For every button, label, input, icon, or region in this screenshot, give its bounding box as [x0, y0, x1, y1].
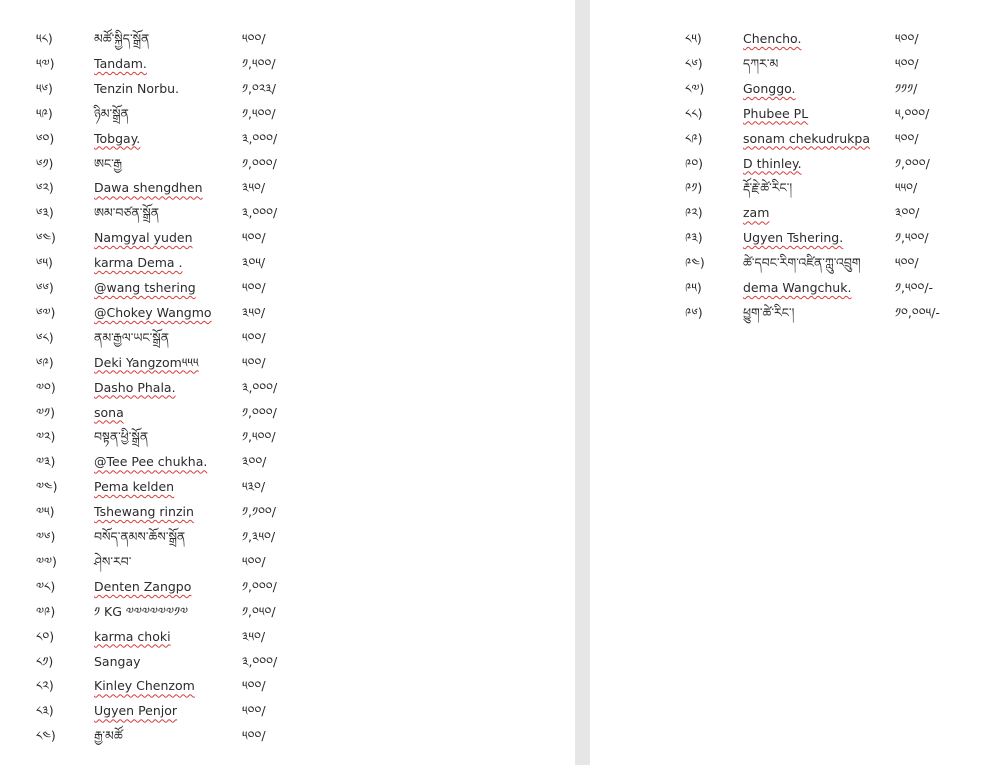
list-item [685, 175, 985, 200]
entry-number: ༨༩) [685, 130, 703, 146]
entry-amount: ༥༠༠/ [242, 31, 266, 46]
entry-amount: ༥༠༠/ [242, 280, 266, 295]
entry-amount: ༡,༥༠༠/ [895, 230, 929, 246]
entry-name: karma Dema . [94, 255, 183, 271]
entry-name: ཨམ་བཙན་སྒྲོན [94, 205, 160, 221]
entry-number: ༦༣) [36, 205, 54, 221]
list-item [685, 51, 985, 76]
entry-name: ཤེས་རབ་ [94, 553, 132, 569]
entry-number: ༩༦) [685, 304, 703, 320]
entry-name: མཚོ་སྐྱིད་སྒྲོན [94, 31, 150, 46]
entry-number: ༦༧) [36, 304, 56, 320]
entry-number: ༧༦) [36, 529, 56, 544]
entry-number: ༦༥) [36, 255, 53, 271]
entry-number: ༧༤) [36, 479, 58, 495]
entry-amount: ༡༡༡/ [895, 80, 918, 96]
entry-number: ༦༡) [36, 155, 54, 171]
list-item [685, 76, 985, 101]
list-item [685, 101, 985, 126]
entry-amount: ༥༠༠/ [242, 329, 266, 345]
entry-amount: ༡༠,༠༠༥/- [895, 304, 940, 320]
list-item [36, 350, 556, 375]
list-item [36, 101, 556, 126]
list-item [36, 723, 556, 748]
entry-name: sonam chekudrukpa [743, 130, 870, 146]
entry-number: ༦༩) [36, 354, 54, 370]
entry-number: ༧༩) [36, 603, 56, 619]
entry-amount: ༣,༠༠༠/ [242, 653, 278, 669]
entry-amount: ༣༠༠/ [895, 205, 920, 221]
entry-number: ༦༨) [36, 329, 54, 345]
entry-name: Pema kelden [94, 479, 175, 495]
list-item [36, 524, 556, 549]
entry-number: ༥༨) [36, 31, 53, 46]
list-item [36, 624, 556, 649]
entry-number: ༨༠) [36, 628, 55, 644]
list-item [36, 574, 556, 599]
entry-number: ༦༢) [36, 180, 54, 196]
entry-number: ༨༡) [36, 653, 54, 669]
entry-name: རྒྱ་མཚོ [94, 728, 123, 744]
list-item [36, 375, 556, 400]
entry-number: ༥༧) [36, 55, 55, 71]
entry-name: Dawa shengdhen [94, 180, 203, 196]
entry-name: zam [743, 205, 770, 221]
entry-amount: ༡,༥༠༠/ [242, 429, 276, 445]
entry-amount: ༥༠༠/ [895, 31, 919, 46]
entry-amount: ༥༠༠/ [895, 255, 919, 271]
entry-name: sona [94, 404, 124, 420]
entry-number: ༦༦) [36, 280, 54, 295]
entry-number: ༩༠) [685, 155, 704, 171]
list-item [685, 151, 985, 176]
entry-name: Denten Zangpo [94, 578, 192, 594]
entry-name: Kinley Chenzom [94, 678, 195, 694]
entry-amount: ༡,༠༥༠/ [242, 603, 276, 619]
entry-name: karma choki [94, 628, 171, 644]
list-item [685, 300, 985, 325]
entry-name: D thinley. [743, 155, 802, 171]
entry-name: ཉིམ་སྒྲོན [94, 105, 129, 121]
entry-amount: ༣,༠༠༠/ [242, 130, 278, 146]
entry-amount: ༥,༠༠༠/ [895, 105, 930, 121]
entry-number: ༧༡) [36, 404, 55, 420]
list-item [36, 275, 556, 300]
list-item [36, 649, 556, 674]
entry-amount: ༥༥༠/ [895, 180, 918, 196]
entry-name: Gonggo. [743, 80, 796, 96]
entry-name: རྡོ་རྗེ་ཚེ་རིང་། [743, 180, 793, 196]
entry-amount: ༡,༥༠༠/- [895, 280, 934, 295]
entry-number: ༨༦) [685, 55, 703, 71]
list-item [36, 300, 556, 325]
entry-amount: ༥༠༠/ [895, 55, 919, 71]
entry-name: ཕྱུག་ཚེ་རིང་། [743, 304, 795, 320]
entry-number: ༨༢) [36, 678, 54, 694]
entry-amount: ༥༠༠/ [242, 553, 266, 569]
list-item [36, 126, 556, 151]
list-item [36, 400, 556, 425]
list-item [685, 225, 985, 250]
entry-name: བསོད་ནམས་ཆོས་སྒྲོན [94, 529, 186, 544]
entry-name: ཨང་རྒྱ [94, 155, 123, 171]
entry-number: ༩༤) [685, 255, 705, 271]
entry-amount: ༣༥༠/ [242, 180, 266, 196]
entry-name: Chencho. [743, 31, 802, 46]
list-item [36, 474, 556, 499]
list-item [36, 51, 556, 76]
entry-amount: ༣༥༠/ [242, 628, 266, 644]
list-item [36, 200, 556, 225]
entry-name: @Chokey Wangmo [94, 304, 212, 320]
entry-name: @Tee Pee chukha. [94, 454, 208, 470]
entry-amount: ༣༠༠/ [242, 454, 267, 470]
entry-name: Deki Yangzom༥༥༥ [94, 354, 199, 370]
entry-number: ༧༣) [36, 454, 56, 470]
entry-amount: ༣༠༥/ [242, 255, 266, 271]
list-item [36, 325, 556, 350]
entry-name: Dasho Phala. [94, 379, 176, 395]
entry-name: Phubee PL [743, 105, 809, 121]
entry-amount: ༡,༠༠༠/ [895, 155, 930, 171]
entry-name: @wang tshering [94, 280, 196, 295]
list-item [685, 126, 985, 151]
entry-name: Tenzin Norbu. [94, 80, 180, 96]
entry-name: Tshewang rinzin [94, 504, 194, 520]
list-item [36, 698, 556, 723]
entry-amount: ༥༠༠/ [242, 678, 266, 694]
entry-name: Namgyal yuden [94, 230, 193, 246]
entry-number: ༧༨) [36, 578, 56, 594]
list-item [36, 424, 556, 449]
list-item [36, 549, 556, 574]
entry-number: ༧༠) [36, 379, 56, 395]
entry-amount: ༥༠༠/ [895, 130, 919, 146]
list-item [36, 599, 556, 624]
entry-number: ༨༣) [36, 703, 54, 719]
entry-number: ༩༢) [685, 205, 703, 221]
entry-number: ༧༥) [36, 504, 55, 520]
entry-amount: ༥༠༠/ [242, 703, 266, 719]
list-item [36, 151, 556, 176]
list-item [685, 200, 985, 225]
entry-amount: ༡,༡༠༠/ [242, 504, 277, 520]
entry-amount: ༡,༥༠༠/ [242, 105, 276, 121]
entry-number: ༦༠) [36, 130, 55, 146]
entry-name: བསྟན་ཕྱི་སྒྲོན [94, 429, 149, 445]
entry-number: ༥༦) [36, 80, 53, 96]
entry-name: Ugyen Tshering. [743, 230, 844, 246]
entry-amount: ༡,༠༢༣/ [242, 80, 277, 96]
entry-number: ༧༧) [36, 553, 57, 569]
document-page-right [590, 0, 999, 765]
list-item [36, 250, 556, 275]
entry-number: ༩༥) [685, 280, 702, 295]
entry-number: ༨༧) [685, 80, 705, 96]
entry-amount: ༥༠༠/ [242, 728, 266, 744]
list-item [685, 250, 985, 275]
entry-name: ༡ KG ༧༧༧༧༧༧༡༧ [94, 603, 189, 619]
entry-amount: ༡,༠༠༠/ [242, 155, 277, 171]
entry-amount: ༡,༣༥༠/ [242, 529, 276, 544]
entry-number: ༩༣) [685, 230, 703, 246]
entry-number: ༧༢) [36, 429, 56, 445]
entry-amount: ༡,༠༠༠/ [242, 404, 277, 420]
entry-name: dema Wangchuk. [743, 280, 852, 295]
list-item [36, 175, 556, 200]
entry-name: Tobgay. [94, 130, 141, 146]
entry-amount: ༥༠༠/ [242, 354, 266, 370]
entry-number: ༦༤) [36, 230, 56, 246]
list-item [36, 76, 556, 101]
entry-name: Tandam. [94, 55, 147, 71]
list-item [36, 225, 556, 250]
entry-name: ཚེ་དབང་རིག་འཛིན་ཀླུ་འབྲུག [743, 255, 861, 271]
entry-amount: ༡,༥༠༠/ [242, 55, 276, 71]
entry-amount: ༣,༠༠༠/ [242, 205, 278, 221]
list-item [685, 26, 985, 51]
entry-amount: ༥༠༠/ [242, 230, 266, 246]
entry-amount: ༡,༠༠༠/ [242, 578, 277, 594]
entry-amount: ༣,༠༠༠/ [242, 379, 278, 395]
entry-name: Ugyen Penjor [94, 703, 178, 719]
list-item [685, 275, 985, 300]
entry-number: ༥༩) [36, 105, 53, 121]
entry-amount: ༣༥༠/ [242, 304, 266, 320]
entry-number: ༨༥) [685, 31, 702, 46]
list-item [36, 26, 556, 51]
list-item [36, 449, 556, 474]
entry-name: ནམ་རྒྱལ་ཡང་སྒྲོན [94, 329, 170, 345]
entry-number: ༨༨) [685, 105, 703, 121]
entry-amount: ༥༣༠/ [242, 479, 266, 495]
list-item [36, 499, 556, 524]
entry-name: དཀར་མ [743, 55, 779, 71]
entry-name: Sangay [94, 653, 141, 669]
entry-number: ༨༤) [36, 728, 56, 744]
entry-number: ༩༡) [685, 180, 703, 196]
list-item [36, 673, 556, 698]
